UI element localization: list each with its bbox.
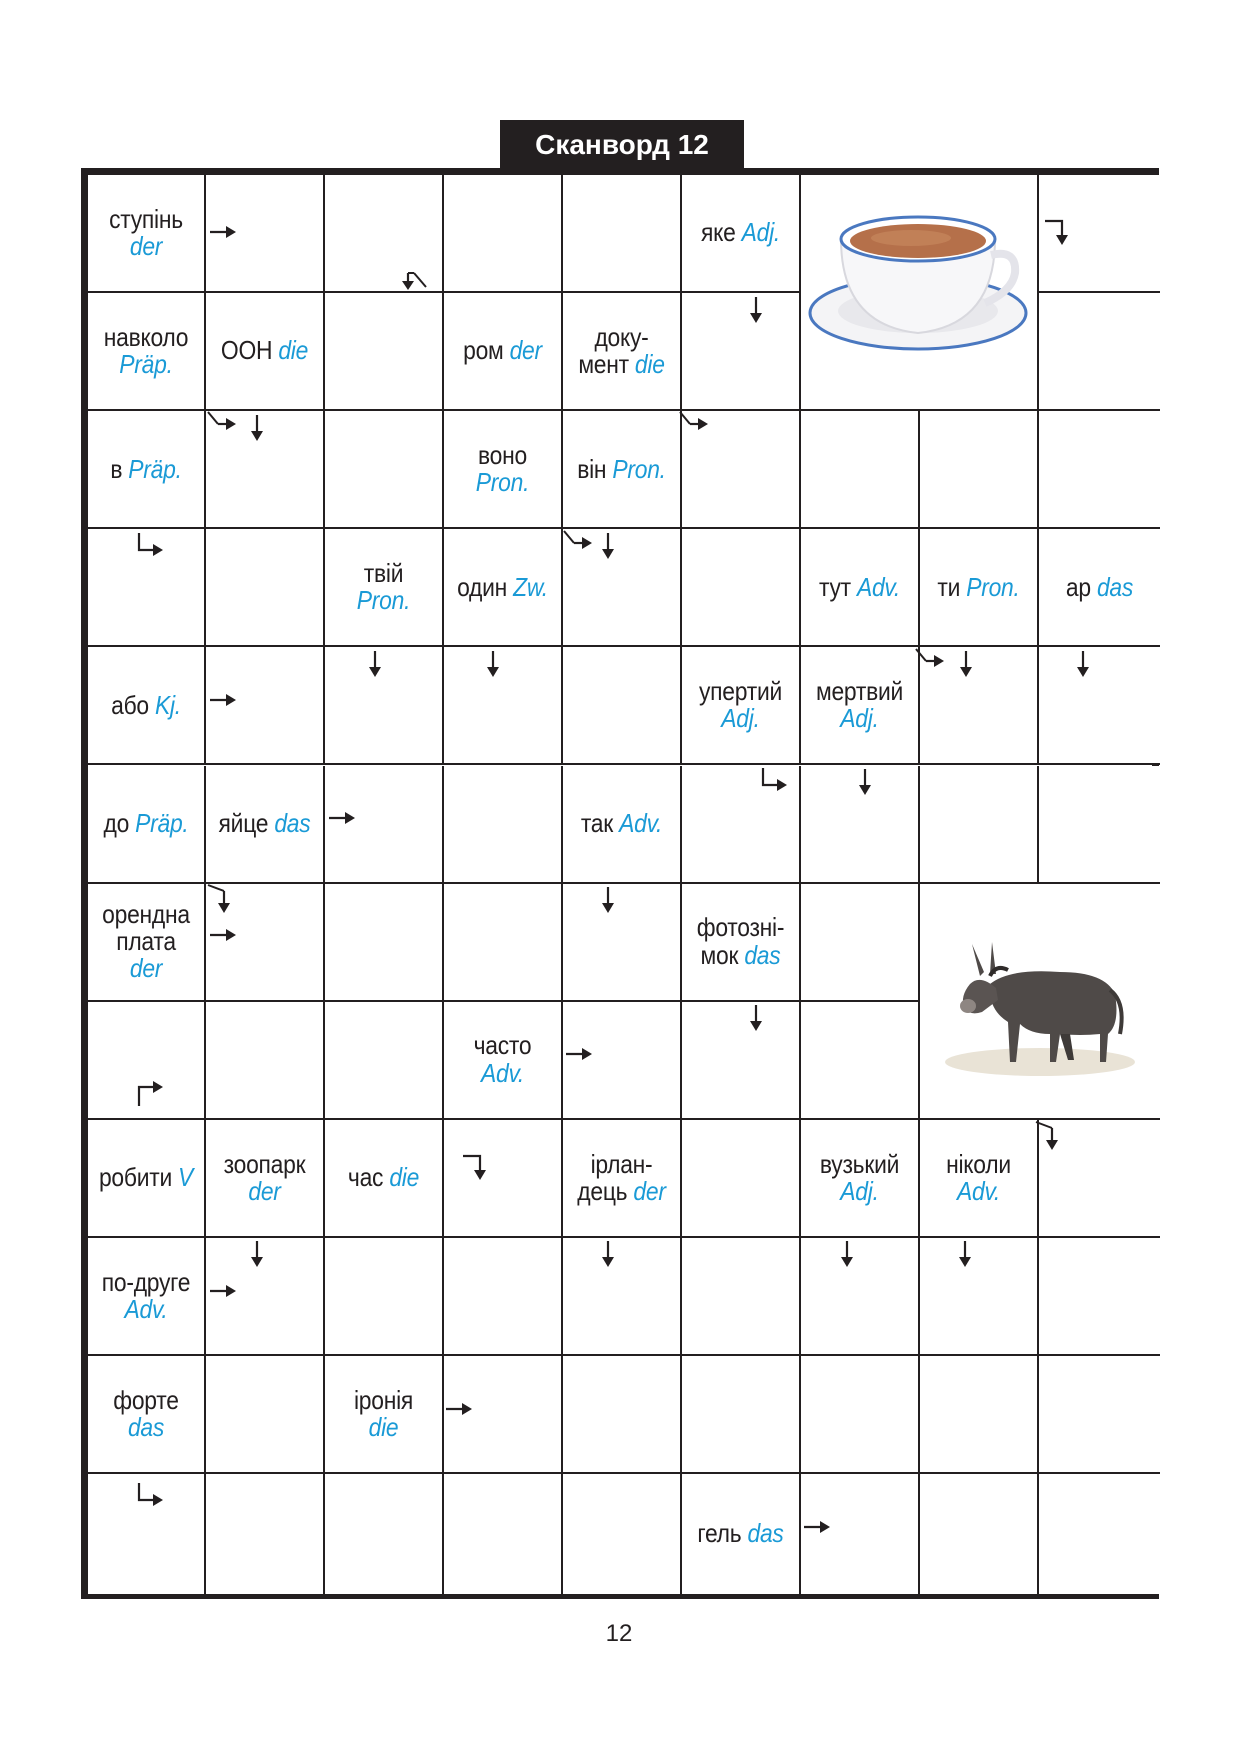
clue-c19 (213, 766, 316, 882)
grammar-marker: Pron. (612, 453, 666, 484)
down-arrow-icon (830, 1237, 864, 1271)
grammar-marker: Adv. (124, 1293, 168, 1324)
clue-word: ірлан- (590, 1148, 653, 1179)
down-arrow-icon (848, 765, 882, 799)
clue-line (130, 955, 162, 982)
right-arrow-icon (206, 215, 240, 249)
clue-word: він (577, 453, 613, 484)
grid-cell[interactable] (88, 766, 206, 884)
grid-cell[interactable] (206, 1002, 325, 1120)
clue-line (699, 678, 782, 705)
grid-cell[interactable] (325, 411, 444, 529)
grid-cell[interactable] (1039, 1356, 1160, 1474)
grid-cell[interactable] (682, 884, 801, 1002)
grid-cell[interactable] (444, 411, 563, 529)
clue-line (816, 678, 903, 705)
grammar-marker: Zw. (513, 571, 548, 602)
grammar-marker: die (278, 335, 309, 366)
clue-c22 (689, 884, 792, 1000)
clue-c7 (95, 411, 197, 527)
clue-c12 (808, 529, 911, 645)
clue-c32 (332, 1356, 435, 1472)
clue-line (218, 807, 311, 838)
clue-line (701, 219, 780, 246)
grid-cell[interactable] (563, 647, 682, 765)
crossword-grid (81, 168, 1159, 1599)
diag-right-arrow-icon (914, 647, 948, 681)
clue-c1 (95, 175, 197, 291)
grid-cell[interactable] (682, 647, 801, 765)
clue-line (590, 1148, 653, 1179)
right-arrow-icon (562, 1037, 596, 1071)
grid-cell[interactable] (920, 411, 1039, 529)
grid-cell[interactable] (1039, 411, 1160, 529)
clue-line (580, 807, 663, 838)
clue-c15 (95, 647, 197, 763)
grammar-marker: der (248, 1175, 281, 1206)
clue-line (113, 1384, 179, 1415)
clue-word: твій (363, 558, 404, 589)
clue-line (946, 1148, 1011, 1179)
grammar-marker: Pron. (475, 467, 530, 498)
grammar-marker: Präp. (135, 807, 189, 838)
down-right-arrow-icon (133, 1480, 167, 1514)
grid-cell[interactable] (801, 529, 920, 647)
clue-word: час (347, 1162, 390, 1193)
clue-word: яйце (218, 807, 275, 838)
clue-c13 (927, 529, 1030, 645)
clue-word: воно (478, 439, 527, 470)
clue-line (109, 203, 183, 234)
diag-down-arrow-icon (206, 883, 240, 917)
grammar-marker: die (368, 1412, 399, 1443)
grid-cell[interactable] (88, 1356, 206, 1474)
grid-cell[interactable] (801, 1120, 920, 1238)
clue-c6 (570, 293, 673, 409)
grammar-marker: das (127, 1412, 165, 1443)
down-arrow-icon (240, 1237, 274, 1271)
clue-line (476, 469, 529, 496)
grid-cell[interactable] (444, 175, 563, 293)
picture-cell (801, 175, 1039, 411)
clue-line (697, 914, 784, 941)
right-arrow-icon (442, 1392, 476, 1426)
grid-cell[interactable] (325, 1002, 444, 1120)
grid-cell[interactable] (206, 1356, 325, 1474)
grid-cell[interactable] (563, 1474, 682, 1594)
grammar-marker: das (274, 807, 311, 838)
clue-line (840, 705, 878, 732)
grid-cell[interactable] (206, 529, 325, 647)
clue-line (357, 587, 410, 614)
clue-word: мок (700, 939, 745, 970)
grid-cell[interactable] (1039, 529, 1160, 647)
clue-word: до (103, 807, 136, 838)
grid-cell[interactable] (444, 884, 563, 1002)
right-down-arrow-icon (460, 1150, 494, 1184)
grid-cell[interactable] (325, 1238, 444, 1356)
clue-word: ром (463, 335, 510, 366)
grid-cell[interactable] (563, 766, 682, 884)
grammar-marker: Adv. (619, 807, 663, 838)
clue-line (369, 1414, 399, 1441)
grid-cell[interactable] (325, 1356, 444, 1474)
grid-cell[interactable] (88, 647, 206, 765)
right-arrow-icon (206, 918, 240, 952)
clue-line (364, 560, 403, 587)
diag-right-arrow-icon (206, 410, 240, 444)
grid-cell[interactable] (682, 1238, 801, 1356)
clue-word: ти (937, 571, 967, 602)
clue-word: фотозні- (696, 912, 785, 943)
clue-word: один (457, 571, 514, 602)
grammar-marker: der (509, 335, 542, 366)
clue-c2 (689, 175, 792, 291)
grid-cell[interactable] (444, 529, 563, 647)
clue-c3 (95, 293, 197, 409)
grammar-marker: Adj. (741, 217, 781, 248)
grammar-marker: die (389, 1162, 420, 1193)
clue-c29 (927, 1120, 1030, 1236)
clue-c17 (808, 647, 911, 763)
page-number: 12 (605, 1620, 633, 1647)
clue-line (937, 571, 1020, 602)
grid-cell[interactable] (801, 411, 920, 529)
clue-line (99, 1164, 193, 1191)
down-arrow-icon (739, 293, 773, 327)
clue-word: ар (1065, 571, 1097, 602)
clue-c10 (332, 529, 435, 645)
clue-c9 (570, 411, 673, 527)
clue-line (480, 1057, 525, 1088)
grid-cell[interactable] (920, 1474, 1039, 1594)
clue-line (223, 1148, 306, 1179)
donkey-icon (920, 884, 1156, 1118)
grid-cell[interactable] (563, 293, 682, 411)
clue-line (577, 1175, 666, 1206)
clue-c28 (808, 1120, 911, 1236)
clue-word: тут (818, 571, 857, 602)
clue-line (457, 571, 548, 602)
right-arrow-icon (206, 1274, 240, 1308)
back-down-arrow-icon (394, 259, 428, 293)
down-arrow-icon (358, 647, 392, 681)
clue-line (130, 233, 162, 260)
clue-c25 (213, 1120, 316, 1236)
clue-c21 (95, 884, 197, 1000)
grid-cell[interactable] (444, 1238, 563, 1356)
clue-c20 (570, 766, 673, 882)
clue-word: мертвий (815, 676, 904, 707)
clue-line (102, 898, 190, 929)
down-arrow-icon (739, 1001, 773, 1035)
down-arrow-icon (948, 1237, 982, 1271)
down-arrow-icon (1066, 647, 1100, 681)
grammar-marker: die (634, 349, 665, 380)
grid-cell[interactable] (444, 293, 563, 411)
clue-word: ступінь (109, 203, 183, 234)
clue-line (348, 1164, 419, 1191)
down-right-arrow-icon (133, 530, 167, 564)
clue-word: доку- (594, 321, 649, 352)
grammar-marker: das (1096, 571, 1134, 602)
clue-c24 (95, 1120, 197, 1236)
grid-cell[interactable] (444, 766, 563, 884)
grid-cell[interactable] (801, 647, 920, 765)
clue-word: часто (473, 1030, 532, 1061)
clue-line (577, 453, 666, 484)
grid-cell[interactable] (325, 1120, 444, 1238)
grammar-marker: Adj. (840, 1175, 879, 1206)
clue-line (594, 321, 649, 352)
grid-cell[interactable] (682, 175, 801, 293)
grammar-marker: Präp. (128, 453, 182, 484)
down-arrow-icon (591, 883, 625, 917)
clue-c31 (95, 1356, 197, 1472)
grid-cell[interactable] (444, 1002, 563, 1120)
grid-cell[interactable] (682, 1474, 801, 1594)
grid-cell[interactable] (325, 1474, 444, 1594)
clue-line (101, 1266, 191, 1297)
grammar-marker: Kj. (154, 689, 181, 720)
grid-cell[interactable] (444, 1474, 563, 1594)
clue-line (110, 453, 182, 484)
grid-cell[interactable] (801, 1356, 920, 1474)
grammar-marker: Präp. (119, 349, 173, 380)
clue-word: дець (577, 1175, 634, 1206)
clue-line (721, 705, 759, 732)
clue-c30 (95, 1238, 197, 1354)
clue-line (111, 689, 181, 720)
clue-c5 (451, 293, 554, 409)
right-arrow-icon (325, 801, 359, 835)
clue-word: вузький (819, 1148, 900, 1179)
down-right-arrow-icon (757, 765, 791, 799)
grid-cell[interactable] (920, 1120, 1039, 1238)
tea-cup-icon (801, 175, 1037, 409)
grammar-marker: Pron. (966, 571, 1020, 602)
grammar-marker: Adv. (480, 1057, 525, 1088)
grid-cell[interactable] (1039, 293, 1160, 411)
clue-line (248, 1175, 281, 1206)
down-arrow-icon (476, 647, 510, 681)
down-arrow-icon (240, 411, 274, 445)
clue-line (128, 1414, 164, 1441)
clue-line (221, 337, 308, 364)
grammar-marker: das (744, 939, 781, 970)
page-title: Сканворд 12 (500, 120, 744, 170)
clue-line (1065, 571, 1134, 602)
clue-line (840, 1175, 879, 1206)
grammar-marker: Adj. (721, 703, 760, 734)
grid-cell[interactable] (325, 293, 444, 411)
grid-cell[interactable] (88, 884, 206, 1002)
clue-line (124, 1293, 168, 1324)
clue-word: яке (700, 217, 742, 248)
clue-c33 (689, 1474, 792, 1594)
clue-line (700, 939, 781, 970)
grammar-marker: der (129, 953, 163, 984)
clue-word: ніколи (946, 1148, 1011, 1179)
grid-cell[interactable] (1039, 1474, 1160, 1594)
grid-cell[interactable] (88, 1238, 206, 1356)
grid-cell[interactable] (682, 1356, 801, 1474)
clue-line (474, 1032, 532, 1059)
diag-down-arrow-icon (1034, 1120, 1068, 1154)
grid-cell[interactable] (563, 1120, 682, 1238)
grid-cell[interactable] (1039, 766, 1160, 884)
grid-cell[interactable] (88, 175, 206, 293)
right-down-arrow-icon (1042, 215, 1076, 249)
clue-word: плата (116, 925, 176, 956)
clue-word: форте (113, 1384, 179, 1415)
clue-line (119, 351, 172, 378)
grid-cell[interactable] (1039, 1238, 1160, 1356)
grid-cell[interactable] (920, 1356, 1039, 1474)
grammar-marker: das (747, 1518, 784, 1549)
grid-cell[interactable] (563, 411, 682, 529)
picture-cell (920, 884, 1160, 1120)
grid-cell[interactable] (682, 1120, 801, 1238)
grid-cell[interactable] (206, 1120, 325, 1238)
clue-word: так (580, 807, 620, 838)
grid-cell[interactable] (801, 884, 920, 1002)
grid-cell[interactable] (206, 766, 325, 884)
clue-word: мент (578, 349, 635, 380)
grammar-marker: V (178, 1162, 194, 1193)
clue-word: по-друге (101, 1266, 191, 1297)
down-arrow-icon (949, 647, 983, 681)
clue-line (103, 807, 189, 838)
clue-line (463, 337, 542, 364)
clue-line (116, 925, 176, 956)
clue-line (818, 571, 900, 602)
grid-cell[interactable] (206, 1474, 325, 1594)
clue-line (478, 439, 527, 470)
grammar-marker: Pron. (356, 585, 411, 616)
clue-word: навколо (103, 321, 189, 352)
grid-cell[interactable] (88, 411, 206, 529)
grammar-marker: der (633, 1175, 666, 1206)
grid-cell[interactable] (682, 529, 801, 647)
clue-word: упертий (699, 676, 782, 707)
grid-cell[interactable] (920, 529, 1039, 647)
grid-cell[interactable] (801, 1002, 920, 1120)
up-right-arrow-icon (133, 1075, 167, 1109)
grammar-marker: Adv. (856, 571, 900, 602)
clue-word: іронія (353, 1384, 414, 1415)
grid-cell[interactable] (325, 529, 444, 647)
clue-line (956, 1175, 1001, 1206)
clue-word: або (111, 689, 155, 720)
grid-cell[interactable] (920, 766, 1039, 884)
clue-word: зоопарк (223, 1148, 306, 1179)
down-arrow-icon (591, 1237, 625, 1271)
grid-cell[interactable] (563, 1356, 682, 1474)
clue-c16 (689, 647, 792, 763)
grid-cell[interactable] (206, 293, 325, 411)
clue-line (578, 351, 664, 378)
clue-c23 (451, 1002, 554, 1118)
clue-line (819, 1148, 900, 1179)
clue-c11 (451, 529, 554, 645)
clue-c4 (213, 293, 316, 409)
clue-word: орендна (102, 898, 190, 929)
clue-c26 (332, 1120, 435, 1236)
clue-c14 (1046, 529, 1152, 645)
grid-cell[interactable] (325, 884, 444, 1002)
clue-word: гель (697, 1518, 748, 1549)
clue-c18 (95, 766, 197, 882)
grammar-marker: der (129, 231, 163, 262)
right-arrow-icon (800, 1510, 834, 1544)
grammar-marker: Adj. (840, 703, 879, 734)
clue-c27 (570, 1120, 673, 1236)
clue-word: в (110, 453, 129, 484)
clue-line (353, 1384, 414, 1415)
clue-word: ООН (220, 335, 279, 366)
grammar-marker: Adv. (956, 1175, 1001, 1206)
grid-cell[interactable] (88, 1120, 206, 1238)
grid-cell[interactable] (88, 293, 206, 411)
clue-line (103, 321, 189, 352)
clue-line (697, 1520, 783, 1547)
clue-word: робити (98, 1162, 179, 1193)
diag-right-arrow-icon (678, 410, 712, 444)
down-arrow-icon (591, 529, 625, 563)
grid-cell[interactable] (563, 175, 682, 293)
right-arrow-icon (206, 683, 240, 717)
clue-c8 (451, 411, 554, 527)
